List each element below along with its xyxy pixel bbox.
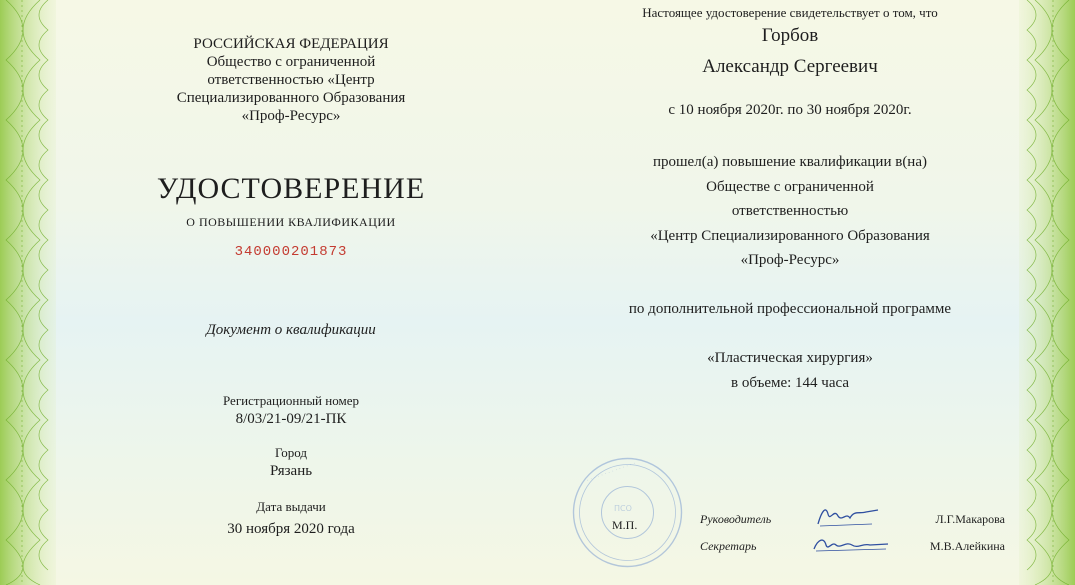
document-title: УДОСТОВЕРЕНИЕ bbox=[156, 172, 426, 205]
result-line: прошел(а) повышение квалификации в(на) bbox=[652, 154, 927, 170]
issuing-organization bbox=[56, 35, 526, 125]
training-result bbox=[560, 150, 1020, 273]
director-signature bbox=[800, 502, 900, 532]
result-line: «Проф-Ресурс» bbox=[740, 252, 840, 268]
svg-text:ПСО: ПСО bbox=[614, 504, 632, 513]
right-guilloche-border bbox=[1019, 0, 1075, 585]
city-label: Город bbox=[274, 445, 308, 460]
result-line: Обществе с ограниченной bbox=[706, 178, 874, 195]
program-hours: в объеме: 144 часа bbox=[730, 375, 850, 391]
issue-date-value: 30 ноября 2020 года bbox=[227, 521, 355, 537]
issue-date-label: Дата выдачи bbox=[256, 499, 326, 514]
result-line: ответственностью bbox=[731, 203, 849, 219]
left-guilloche-border bbox=[0, 0, 56, 585]
signature-row-secretary bbox=[700, 539, 1005, 563]
signer-role: Руководитель bbox=[700, 512, 772, 526]
certificate-intro: Настоящее удостоверение свидетельствует о том, что bbox=[642, 5, 938, 20]
signer-name: М.В.Алейкина bbox=[929, 539, 1005, 553]
registration-number-label: Регистрационный номер bbox=[223, 393, 359, 408]
stamp-place-label: М.П. bbox=[612, 518, 638, 532]
program-name: «Пластическая хирургия» bbox=[707, 350, 873, 366]
document-kind: Документ о квалификации bbox=[206, 322, 376, 338]
signer-name: Л.Г.Макарова bbox=[935, 512, 1005, 526]
svg-text:. . . . . . . . . . . . . .: . . . . . . . . . . . . . . bbox=[585, 458, 636, 483]
document-number: 340000201873 bbox=[234, 244, 348, 260]
registration-number-value: 8/03/21-09/21-ПК bbox=[235, 411, 347, 427]
signer-role: Секретарь bbox=[700, 539, 757, 553]
org-line: «Проф-Ресурс» bbox=[241, 108, 341, 124]
org-line: Общество с ограниченной bbox=[206, 54, 376, 70]
certificate-right-page bbox=[560, 0, 1020, 585]
holder-name: Александр Сергеевич bbox=[702, 56, 878, 77]
org-line: РОССИЙСКАЯ ФЕДЕРАЦИЯ bbox=[193, 36, 389, 52]
certificate-left-page bbox=[56, 0, 526, 585]
org-line: Специализированного Образования bbox=[176, 90, 406, 106]
program-intro: по дополнительной профессиональной программе bbox=[628, 301, 952, 317]
training-period: с 10 ноября 2020г. по 30 ноября 2020г. bbox=[668, 102, 912, 118]
city-value: Рязань bbox=[269, 463, 313, 479]
result-line: «Центр Специализированного Образования bbox=[650, 227, 930, 244]
holder-surname: Горбов bbox=[761, 25, 819, 46]
secretary-signature bbox=[800, 529, 900, 559]
document-subtitle: О ПОВЫШЕНИИ КВАЛИФИКАЦИИ bbox=[186, 215, 396, 229]
organization-stamp bbox=[570, 455, 685, 570]
org-line: ответственностью «Центр bbox=[207, 72, 375, 88]
